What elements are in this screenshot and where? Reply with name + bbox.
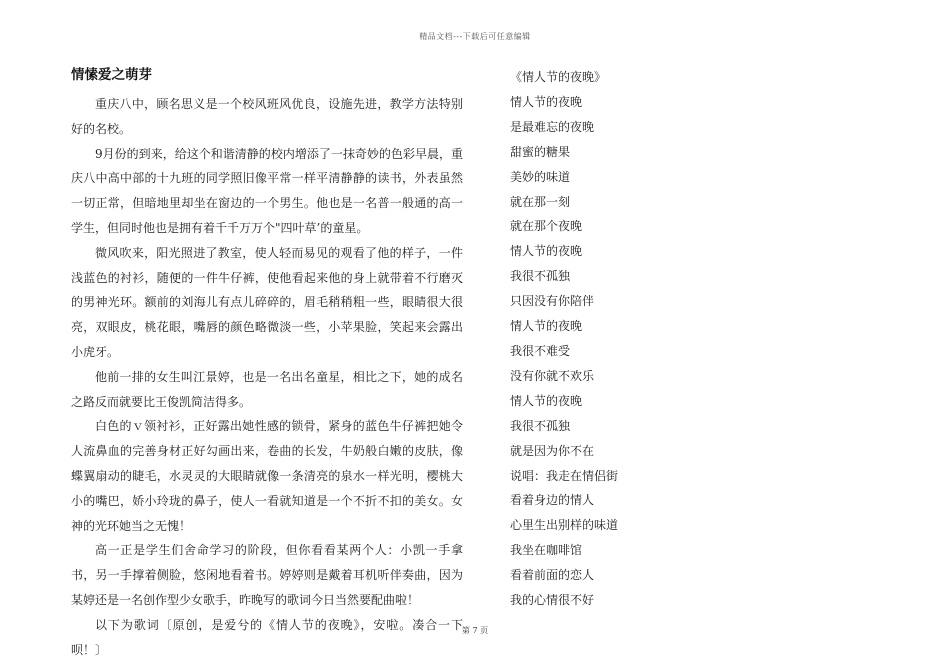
poem-line: 甜蜜的糖果 [510, 144, 571, 159]
poem-line: 我很不孤独 [510, 269, 571, 284]
poem-line: 我坐在咖啡馆 [510, 543, 583, 558]
poem-line: 看着前面的恋人 [510, 568, 595, 583]
article-paragraph: 微风吹来，阳光照进了教室，使人轻而易见的观看了他的样子，一件浅蓝色的衬衫，随便的一件牛仔裤，使他看起来他的身上就带着不行磨灭的男神光环。额前的刘海儿有点儿碎碎的，眉毛稍稍粗一些，眼睛很大很亮，双眼皮，桃花眼，嘴唇的颜色略微淡一些，小苹果脸，笑起来会露出小虎牙。 [71, 245, 463, 359]
article-paragraph: 9月份的到来，给这个和谐清静的校内增添了一抹奇妙的色彩早晨，重庆八中高中部的十九班的同学照旧像平常一样平清静静的读书，外表虽然一切正常，但暗地里却坐在窗边的一个男生。他也是一名普一般通的高一学生，但同时他也是拥有着千千万万个"四叶草’的童星。 [71, 146, 463, 235]
poem-line: 只因没有你陪伴 [510, 294, 595, 309]
article-title: 情愫爱之萌芽 [71, 67, 152, 83]
poem-line: 就在那一刻 [510, 194, 571, 209]
poem-line: 情人节的夜晚 [510, 244, 583, 259]
article-paragraph: 高一正是学生们舍命学习的阶段，但你看看某两个人：小凯一手拿书，另一手撑着侧脸，悠闲地看着书。婷婷则是戴着耳机听伴奏曲，因为某婷还是一名创作型少女歌手，昨晚写的歌词今日当然要配曲啦！ [71, 543, 463, 607]
poem-line: 美妙的味道 [510, 169, 571, 184]
poem-line: 情人节的夜晚 [510, 94, 583, 109]
article-paragraph: 重庆八中，顾名思义是一个校风班风优良，设施先进，教学方法特别好的名校。 [71, 97, 463, 136]
poem-line: 没有你就不欢乐 [510, 368, 595, 383]
poem-title: 《情人节的夜晚》 [510, 70, 607, 84]
poem-line: 心里生出别样的味道 [510, 518, 619, 533]
poem-line: 情人节的夜晚 [510, 393, 583, 408]
poem-line: 是最难忘的夜晚 [510, 119, 595, 134]
poem-column [510, 65, 670, 613]
poem-line: 我很不孤独 [510, 418, 571, 433]
page-header: 精品文档---下载后可任意编辑 [419, 32, 531, 41]
article-paragraph: 以下为歌词〔原创，是爱兮的《情人节的夜晚》，安啦。凑合一下呗！〕 [71, 617, 463, 657]
article-column [71, 66, 463, 662]
poem-line: 我很不难受 [510, 343, 571, 358]
page-number: 第 7 页 [461, 626, 489, 635]
poem-line: 就在那个夜晚 [510, 219, 583, 234]
poem-line: 我的心情很不好 [510, 593, 595, 608]
article-paragraph: 他前一排的女生叫江景婷，也是一名出名童星，相比之下，她的成名之路反而就要比王俊凯简洁得多。 [71, 369, 463, 409]
poem-line: 情人节的夜晚 [510, 319, 583, 334]
poem-line: 看着身边的情人 [510, 493, 595, 508]
poem-line: 说唱：我走在情侣街 [510, 468, 619, 483]
poem-line: 就是因为你不在 [510, 443, 595, 458]
article-paragraph: 白色的ｖ领衬衫，正好露出她性感的锁骨，紧身的蓝色牛仔裤把她令人流鼻血的完善身材正好勾画出来，卷曲的长发，牛奶般白嫩的皮肤，像蝶翼扇动的睫毛，水灵灵的大眼睛就像一条清亮的泉水一样光明，樱桃大小的嘴巴，娇小玲珑的鼻子，使人一看就知道是一个不折不扣的美女。女神的光环她当之无愧！ [71, 419, 463, 533]
